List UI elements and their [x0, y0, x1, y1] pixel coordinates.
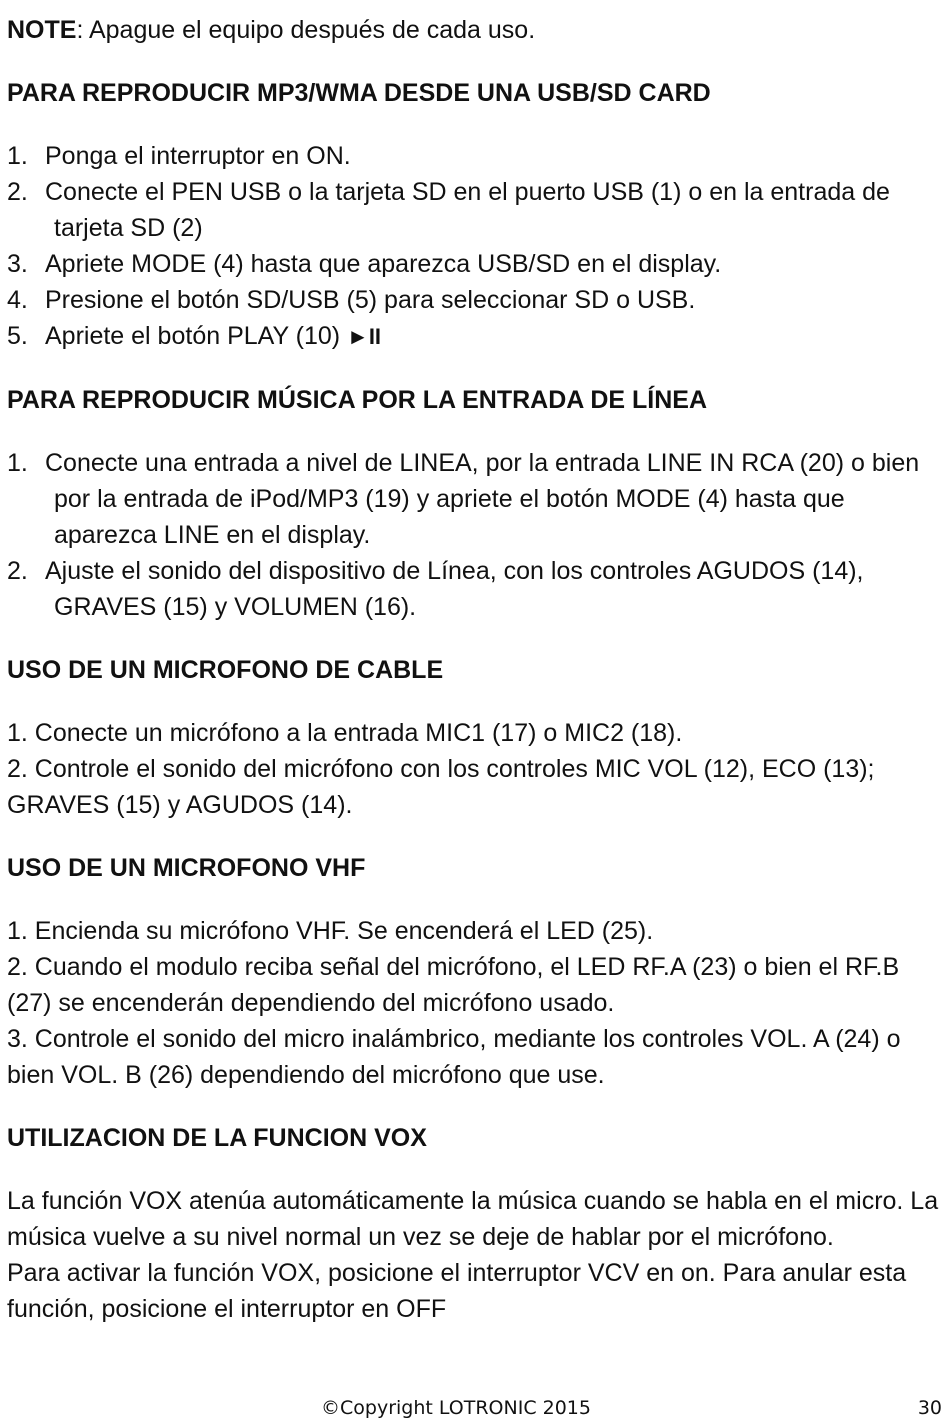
list-item-number: 2. — [7, 557, 28, 585]
list-item — [7, 445, 943, 553]
list-item-number: 1. — [7, 142, 28, 170]
list-item — [7, 318, 943, 355]
step-line: 2. Cuando el modulo reciba señal del micrófono, el LED RF.A (23) o bien el RF.B (27) se encenderán dependiendo del micrófono usado. — [7, 953, 900, 1017]
mic-cable-steps — [7, 715, 943, 823]
list-item-text: Apriete el botón PLAY (10) — [45, 322, 348, 350]
line-steps-list — [7, 445, 943, 625]
list-item-text: Conecte una entrada a nivel de LINEA, por la entrada LINE IN RCA (20) o bien por la entrada de iPod/MP3 (19) y apriete el botón MODE (4) hasta que aparezca LINE en el display. — [45, 449, 920, 549]
step-line: 1. Encienda su micrófono VHF. Se encenderá el LED (25). — [7, 917, 654, 945]
play-pause-icon: ►II — [347, 324, 382, 349]
step-line: 1. Conecte un micrófono a la entrada MIC1 (17) o MIC2 (18). — [7, 719, 683, 747]
note-paragraph — [7, 12, 943, 48]
step-line: 2. Controle el sonido del micrófono con los controles MIC VOL (12), ECO (13); GRAVES (15) y AGUDOS (14). — [7, 755, 875, 819]
list-item-text: Conecte el PEN USB o la tarjeta SD en el puerto USB (1) o en la entrada de tarjeta SD (2) — [45, 178, 890, 242]
page-number: 30 — [917, 1397, 942, 1419]
list-item-number: 1. — [7, 449, 28, 477]
mic-vhf-steps — [7, 913, 943, 1093]
step-line: 3. Controle el sonido del micro inalámbrico, mediante los controles VOL. A (24) o bien VOL. B (26) dependiendo del micrófono que use. — [7, 1025, 901, 1089]
paragraph: La función VOX atenúa automáticamente la música cuando se habla en el micro. La música vuelve a su nivel normal un vez se deje de hablar por el micrófono. — [7, 1187, 939, 1251]
document-page — [7, 12, 943, 1327]
page-footer — [0, 1393, 950, 1423]
section-heading-vox: UTILIZACION DE LA FUNCION VOX — [7, 1124, 427, 1152]
usb-steps-list — [7, 138, 943, 355]
list-item-number: 3. — [7, 250, 28, 278]
list-item-text: Ajuste el sonido del dispositivo de Línea, con los controles AGUDOS (14), GRAVES (15) y VOLUMEN (16). — [45, 557, 864, 621]
section-heading-mic-cable: USO DE UN MICROFONO DE CABLE — [7, 656, 444, 684]
list-item — [7, 282, 943, 318]
list-item-number: 4. — [7, 286, 28, 314]
list-item — [7, 553, 943, 625]
copyright-notice: ©Copyright LOTRONIC 2015 — [321, 1397, 591, 1419]
list-item-text: Presione el botón SD/USB (5) para seleccionar SD o USB. — [45, 286, 696, 314]
list-item — [7, 138, 943, 174]
section-heading-line: PARA REPRODUCIR MÚSICA POR LA ENTRADA DE LÍNEA — [7, 386, 708, 414]
note-label: NOTE — [7, 16, 77, 44]
list-item-text: Ponga el interruptor en ON. — [45, 142, 351, 170]
section-heading-mic-vhf: USO DE UN MICROFONO VHF — [7, 854, 366, 882]
list-item-text: Apriete MODE (4) hasta que aparezca USB/SD en el display. — [45, 250, 722, 278]
paragraph: Para activar la función VOX, posicione el interruptor VCV en on. Para anular esta función, posicione el interruptor en OFF — [7, 1259, 907, 1323]
list-item-number: 5. — [7, 322, 28, 350]
list-item — [7, 246, 943, 282]
note-text: : Apague el equipo después de cada uso. — [76, 16, 536, 44]
list-item — [7, 174, 943, 246]
section-heading-usb: PARA REPRODUCIR MP3/WMA DESDE UNA USB/SD CARD — [7, 79, 711, 107]
list-item-number: 2. — [7, 178, 28, 206]
vox-description — [7, 1183, 943, 1327]
list-item-text-wrap — [45, 318, 943, 355]
